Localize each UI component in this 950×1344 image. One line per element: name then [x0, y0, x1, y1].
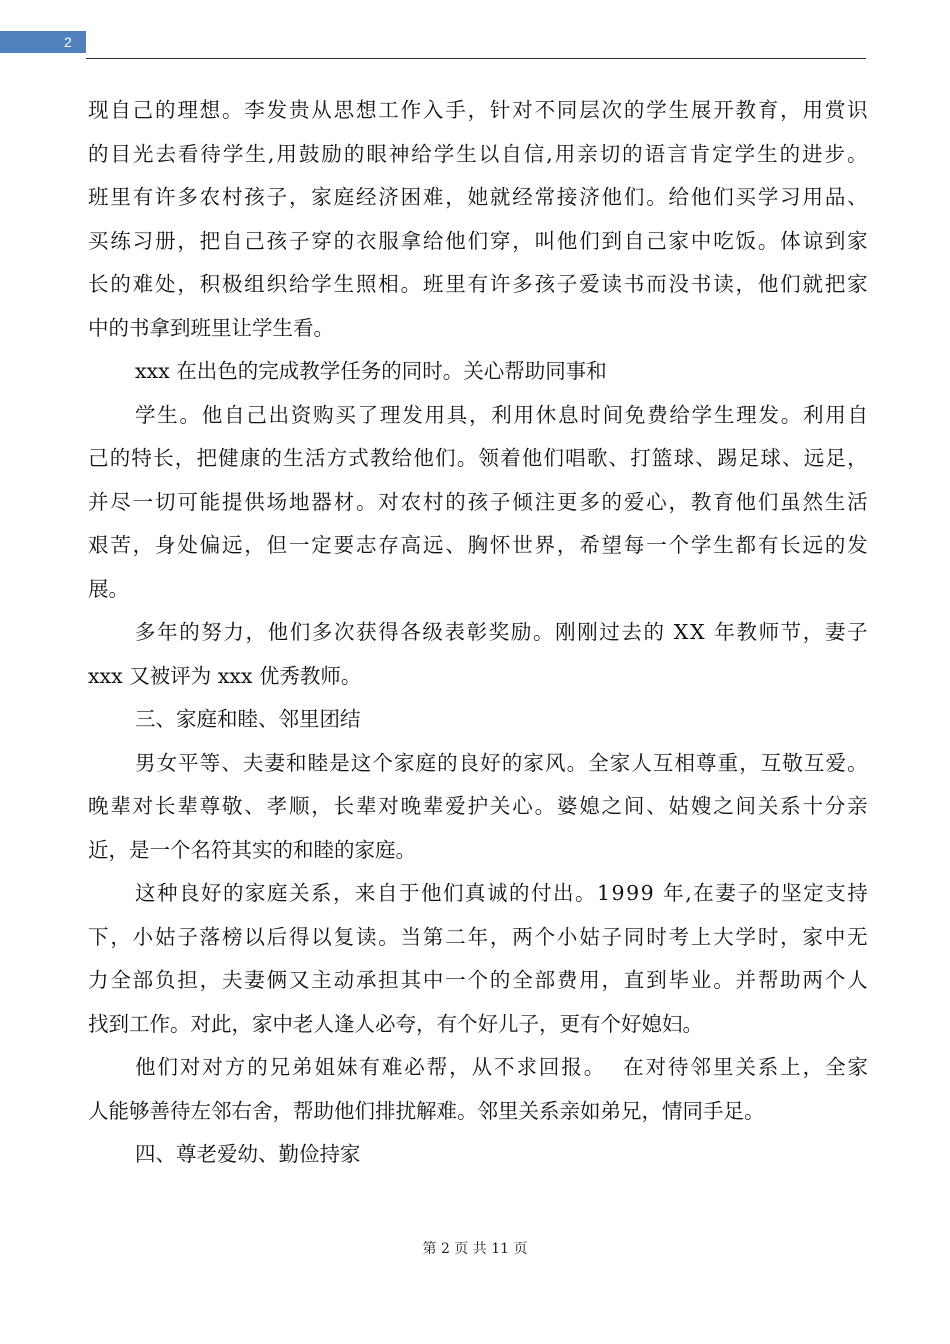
text-line: 晚 辈 对 长 辈 尊 敬 、 孝 顺 ， 长 辈 对 晚 辈 爱 护 关 心 。 婆 媳 之 间 、 姑 嫂 之 间 关 系 十 分 亲 — [88, 794, 868, 818]
page-number-tab — [0, 31, 86, 53]
text-line: 中的书拿到班里让学生看。 — [88, 315, 334, 340]
text-line: 下 ， 小 姑 子 落 榜 以 后 得 以 复 读 。 当 第 二 年 ， 两 个 小 姑 子 同 时 考 上 大 学 时 ， 家 中 无 — [88, 924, 868, 949]
text-line: xxx 又被评为 xxx 优秀教师。 — [88, 663, 362, 688]
text-line: 多 年 的 努 力 ， 他 们 多 次 获 得 各 级 表 彰 奖 励 。 刚 刚 过 去 的 X X 年 教 师 节 ， 妻 子 — [135, 620, 868, 644]
text-line: 现 自 己 的 理 想 。 李 发 贵 从 思 想 工 作 入 手 ， 针 对 不 同 层 次 的 学 生 展 开 教 育 ， 用 赏 识 — [88, 98, 868, 122]
document-body — [88, 89, 868, 1177]
page-footer: 第 2 页 共 11 页 — [422, 1241, 528, 1257]
text-line: 这 种 良 好 的 家 庭 关 系 ， 来 自 于 他 们 真 诚 的 付 出 。 1 9 9 9 年 , 在 妻 子 的 坚 定 支 持 — [135, 881, 868, 905]
text-line: 买 练 习 册 ， 把 自 己 孩 子 穿 的 衣 服 拿 给 他 们 穿 ， 叫 他 们 到 自 己 家 中 吃 饭 。 体 谅 到 家 — [88, 228, 868, 253]
text-line: xxx 在出色的完成教学任务的同时。关心帮助同事和 — [135, 359, 607, 383]
header-divider — [86, 58, 866, 59]
text-line: 近，是一个名符其实的和睦的家庭。 — [88, 837, 416, 862]
text-line: 力 全 部 负 担 ， 夫 妻 俩 又 主 动 承 担 其 中 一 个 的 全 部 费 用 ， 直 到 毕 业 。 并 帮 助 两 个 人 — [88, 968, 868, 992]
text-line: 找到工作。对此，家中老人逢人必夸，有个好儿子，更有个好媳妇。 — [88, 1011, 703, 1036]
text-line: 学 生 。 他 自 己 出 资 购 买 了 理 发 用 具 ， 利 用 休 息 时 间 免 费 给 学 生 理 发 。 利 用 自 — [135, 402, 868, 427]
text-line: 人能够善待左邻右舍，帮助他们排扰解难。邻里关系亲如弟兄，情同手足。 — [88, 1098, 765, 1123]
text-line: 己 的 特 长 ， 把 健 康 的 生 活 方 式 教 给 他 们 。 领 着 他 们 唱 歌 、 打 篮 球 、 踢 足 球 、 远 足 ， — [88, 446, 868, 470]
header-page-number: 2 — [64, 34, 72, 50]
text-line: 并 尽 一 切 可 能 提 供 场 地 器 材 。 对 农 村 的 孩 子 倾 注 更 多 的 爱 心 ， 教 育 他 们 虽 然 生 活 — [88, 489, 868, 514]
text-line: 男 女 平 等 、 夫 妻 和 睦 是 这 个 家 庭 的 良 好 的 家 风 。 全 家 人 互 相 尊 重 ， 互 敬 互 爱 。 — [135, 750, 868, 775]
text-line: 长 的 难 处 ， 积 极 组 织 给 学 生 照 相 。 班 里 有 许 多 孩 子 爱 读 书 而 没 书 读 ， 他 们 就 把 家 — [88, 272, 868, 296]
text-line: 他 们 对 对 方 的 兄 弟 姐 妹 有 难 必 帮 ， 从 不 求 回 报 。 在 对 待 邻 里 关 系 上 ， 全 家 — [135, 1055, 868, 1079]
text-line: 的 目 光 去 看 待 学 生 , 用 鼓 励 的 眼 神 给 学 生 以 自 信 , 用 亲 切 的 语 言 肯 定 学 生 的 进 步 。 — [88, 141, 868, 166]
text-line: 四、尊老爱幼、勤俭持家 — [135, 1142, 361, 1166]
text-line: 班 里 有 许 多 农 村 孩 子 ， 家 庭 经 济 困 难 ， 她 就 经 常 接 济 他 们 。 给 他 们 买 学 习 用 品 、 — [88, 185, 868, 209]
text-line: 展。 — [88, 576, 129, 601]
text-line: 三、家庭和睦、邻里团结 — [135, 707, 361, 731]
text-line: 艰 苦 ， 身 处 偏 远 ， 但 一 定 要 志 存 高 远 、 胸 怀 世 界 ， 希 望 每 一 个 学 生 都 有 长 远 的 发 — [88, 533, 868, 557]
